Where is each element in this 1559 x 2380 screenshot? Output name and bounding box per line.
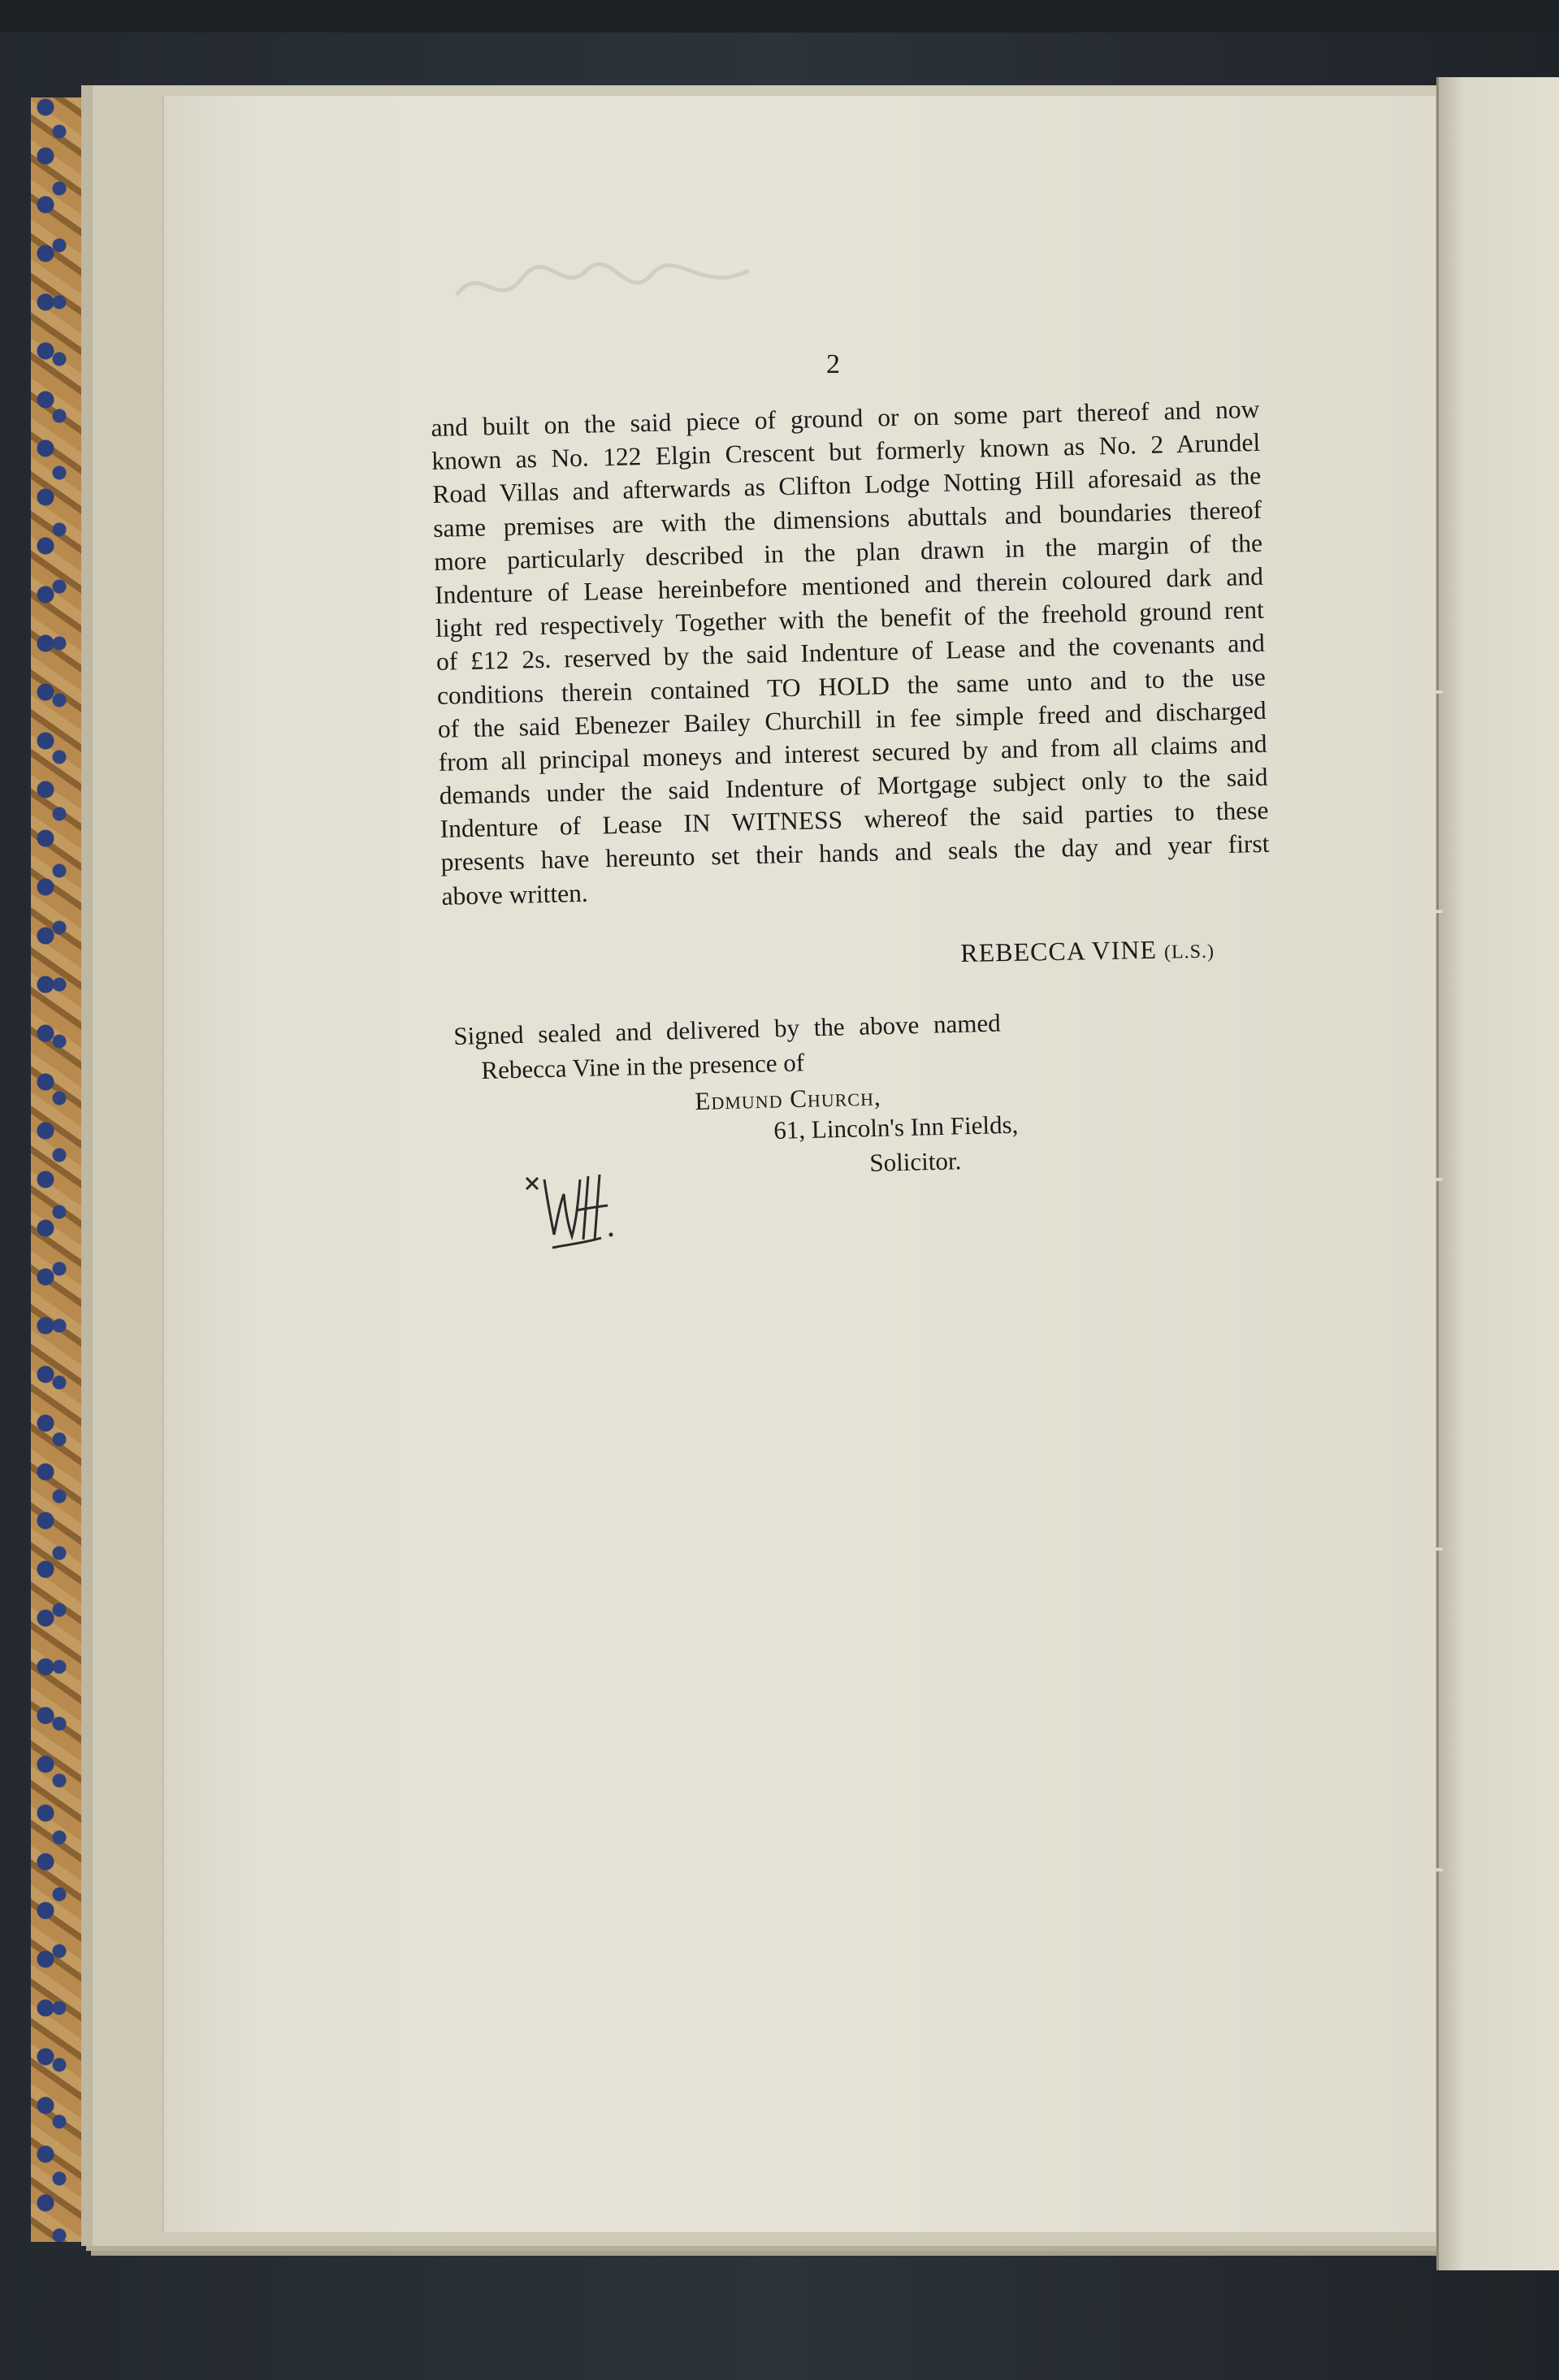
- body-line: known as No. 122 Elgin Crescent but formerly known as No. 2 Arundel: [431, 428, 1261, 476]
- body-line: conditions therein contained TO HOLD the same unto and to the use: [436, 662, 1267, 710]
- deed-body-text: [431, 392, 1271, 913]
- body-line: presents have hereunto set their hands and seals the day and year first: [440, 829, 1270, 877]
- body-line: same premises are with the dimensions abuttals and boundaries thereof: [432, 495, 1262, 543]
- body-line: of £12 2s. reserved by the said Indenture of Lease and the covenants and: [435, 629, 1266, 677]
- body-line: of the said Ebenezer Bailey Churchill in fee simple freed and discharged: [437, 695, 1267, 743]
- body-line: Indenture of Lease hereinbefore mentioned and therein coloured dark and: [434, 561, 1264, 609]
- body-line: above written.: [441, 878, 589, 911]
- body-line: Indenture of Lease IN WITNESS whereof the said parties to these: [440, 795, 1269, 844]
- signatory-block: [960, 934, 1215, 968]
- facing-page-edge: [1436, 77, 1559, 2270]
- signatory-name: REBECCA VINE: [960, 934, 1158, 967]
- attestation-line-2: Rebecca Vine in the presence of: [481, 1048, 805, 1084]
- body-line: from all principal moneys and interest secured by and from all claims and: [438, 729, 1267, 777]
- attestation-line-1: Signed sealed and delivered by the above named: [453, 1008, 1002, 1050]
- body-line: demands under the said Indenture of Mortgage subject only to the said: [439, 762, 1268, 810]
- body-line: Road Villas and afterwards as Clifton Lodge Notting Hill aforesaid as the: [431, 461, 1262, 509]
- seal-mark: (L.S.): [1163, 941, 1215, 963]
- witness-occupation: Solicitor.: [869, 1146, 962, 1177]
- handwritten-initials: [520, 1170, 617, 1259]
- witness-address: 61, Lincoln's Inn Fields,: [773, 1110, 1019, 1145]
- body-line: and built on the said piece of ground or on some part thereof and now: [431, 394, 1260, 442]
- page-number: 2: [826, 349, 840, 379]
- body-line: light red respectively Together with the benefit of the freehold ground rent: [435, 595, 1265, 643]
- faint-pencil-mark: [448, 246, 757, 319]
- body-line: more particularly described in the plan drawn in the margin of the: [433, 528, 1263, 576]
- witness-name: Edmund Church,: [695, 1082, 882, 1115]
